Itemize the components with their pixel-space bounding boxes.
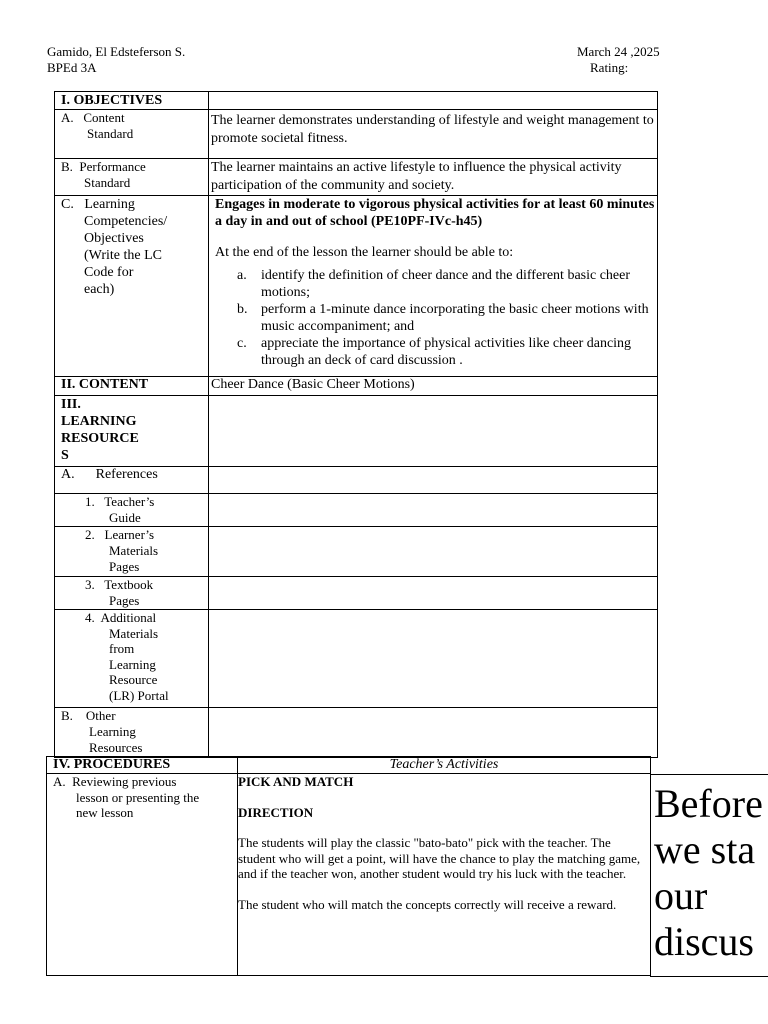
references-label	[55, 467, 209, 494]
competencies-label	[55, 196, 209, 377]
resource-line: Resource	[109, 672, 158, 687]
lesson-plan-table	[54, 91, 658, 758]
step-a-line: Reviewing previous	[72, 774, 177, 789]
resource-line: (LR) Portal	[109, 687, 169, 703]
overflow-text-line: our	[654, 873, 708, 918]
objective-text: appreciate the importance of physical activities like cheer dancing through an deck of card discussion .	[261, 336, 632, 368]
resource-additional-materials	[55, 610, 209, 708]
resource-number: 2.	[85, 527, 95, 542]
resource-line: Guide	[109, 510, 141, 525]
learning-resources-heading-line-2: LEARNING	[61, 414, 137, 429]
procedures-heading: IV. PROCEDURES	[47, 757, 238, 774]
other-resources-line: Resources	[89, 740, 143, 755]
resource-line: Materials	[109, 543, 159, 558]
step-a-line: new lesson	[76, 805, 134, 820]
overflow-text-line: discus	[654, 919, 754, 964]
other-resources-line: Other	[85, 708, 116, 723]
objective-marker: c.	[237, 336, 247, 351]
overflow-text-line: Before	[654, 781, 763, 826]
learning-resources-heading-line-4: S	[61, 448, 69, 463]
references-letter: A.	[61, 467, 75, 482]
teacher-activity-cell	[238, 774, 651, 976]
objectives-intro: At the end of the lesson the learner should be able to:	[215, 245, 514, 260]
objective-item	[209, 267, 657, 301]
overflow-text-line: we sta	[654, 827, 756, 872]
other-learning-resources	[55, 708, 209, 758]
learning-resources-blank	[209, 396, 658, 467]
objective-marker: b.	[237, 302, 248, 317]
objectives-list	[209, 267, 657, 369]
content-heading: II. CONTENT	[55, 377, 209, 396]
student-name: Gamido, El Edsteferson S.	[47, 44, 186, 59]
student-section: BPEd 3A	[47, 60, 97, 75]
resource-number: 3.	[85, 577, 95, 592]
direction-label: DIRECTION	[238, 804, 314, 820]
objectives-heading-blank	[209, 92, 658, 110]
other-resources-letter: B.	[61, 708, 73, 723]
other-resources-blank	[209, 708, 658, 758]
objective-text: identify the definition of cheer dance and the different basic cheer motions;	[261, 268, 631, 300]
teachers-activities-header: Teacher’s Activities	[238, 757, 651, 774]
resource-teachers-guide	[55, 494, 209, 527]
references-text: References	[95, 467, 158, 482]
competencies-label-line-6: each)	[84, 282, 115, 297]
competencies-label-line-5: Code for	[84, 265, 134, 280]
resource-line: from	[109, 641, 135, 656]
learning-resources-heading-line-1: III.	[61, 397, 81, 412]
performance-standard-label	[55, 159, 209, 196]
competencies-letter: C.	[61, 197, 74, 212]
content-standard-label-2: Standard	[87, 126, 134, 141]
activity-paragraph-1: The students will play the classic "bato-bato" pick with the teacher. The student who will get a point, will have the chance to play the matching game, and if the teacher won, another student would try his luck with the teacher.	[238, 835, 641, 881]
resource-number: 4.	[85, 610, 95, 625]
learning-resources-heading-line-3: RESOURCE	[61, 431, 139, 446]
references-blank	[209, 467, 658, 494]
resource-line: Additional	[100, 610, 157, 625]
step-a-letter: A.	[53, 774, 66, 789]
competency-statement: Engages in moderate to vigorous physical activities for at least 60 minutes a day in and out of school (PE10PF-IVc-h45)	[215, 197, 655, 229]
objective-marker: a.	[237, 268, 247, 283]
procedures-table	[46, 756, 651, 976]
resource-line: Learning	[109, 656, 156, 672]
performance-standard-letter: B.	[61, 159, 73, 174]
content-text: Cheer Dance (Basic Cheer Motions)	[209, 377, 658, 396]
content-standard-label	[55, 110, 209, 159]
performance-standard-label-2: Standard	[84, 175, 131, 190]
objective-item	[209, 335, 657, 369]
resource-learners-materials	[55, 527, 209, 577]
resource-blank	[209, 527, 658, 577]
learning-resources-heading	[55, 396, 209, 467]
other-resources-line: Learning	[89, 724, 136, 739]
competencies-label-line-2: Competencies/	[84, 214, 168, 229]
competencies-cell	[209, 196, 658, 377]
objectives-heading: I. OBJECTIVES	[55, 92, 209, 110]
resource-line: Pages	[109, 559, 140, 574]
student-activity-cell	[650, 774, 768, 977]
procedure-step-a	[47, 774, 238, 976]
content-standard-text: The learner demonstrates understanding of lifestyle and weight management to promote societal fitness.	[209, 110, 658, 159]
resource-blank	[209, 494, 658, 527]
step-a-line: lesson or presenting the	[76, 789, 200, 805]
competencies-label-line-4: (Write the LC	[84, 248, 162, 263]
competencies-label-line-3: Objectives	[84, 231, 144, 246]
competencies-label-line-1: Learning	[84, 197, 135, 212]
content-standard-label-1: Content	[83, 110, 125, 125]
objective-item	[209, 301, 657, 335]
lesson-date: March 24 ,2025	[577, 44, 660, 59]
resource-line: Textbook	[104, 577, 154, 592]
resource-line: Pages	[109, 593, 140, 608]
objective-text: perform a 1-minute dance incorporating the basic cheer motions with music accompaniment; and	[261, 302, 649, 334]
resource-line: Learner’s	[104, 527, 155, 542]
rating-label: Rating:	[590, 60, 629, 75]
resource-textbook-pages	[55, 577, 209, 610]
resource-blank	[209, 610, 658, 708]
performance-standard-label-1: Performance	[79, 159, 146, 174]
resource-line: Materials	[109, 625, 159, 641]
performance-standard-text: The learner maintains an active lifestyle to influence the physical activity participation of the community and society.	[209, 159, 658, 196]
resource-number: 1.	[85, 494, 95, 509]
activity-paragraph-2: The student who will match the concepts correctly will receive a reward.	[238, 896, 617, 912]
activity-title: PICK AND MATCH	[238, 774, 354, 789]
content-standard-letter: A.	[61, 110, 74, 125]
resource-blank	[209, 577, 658, 610]
resource-line: Teacher’s	[104, 494, 155, 509]
